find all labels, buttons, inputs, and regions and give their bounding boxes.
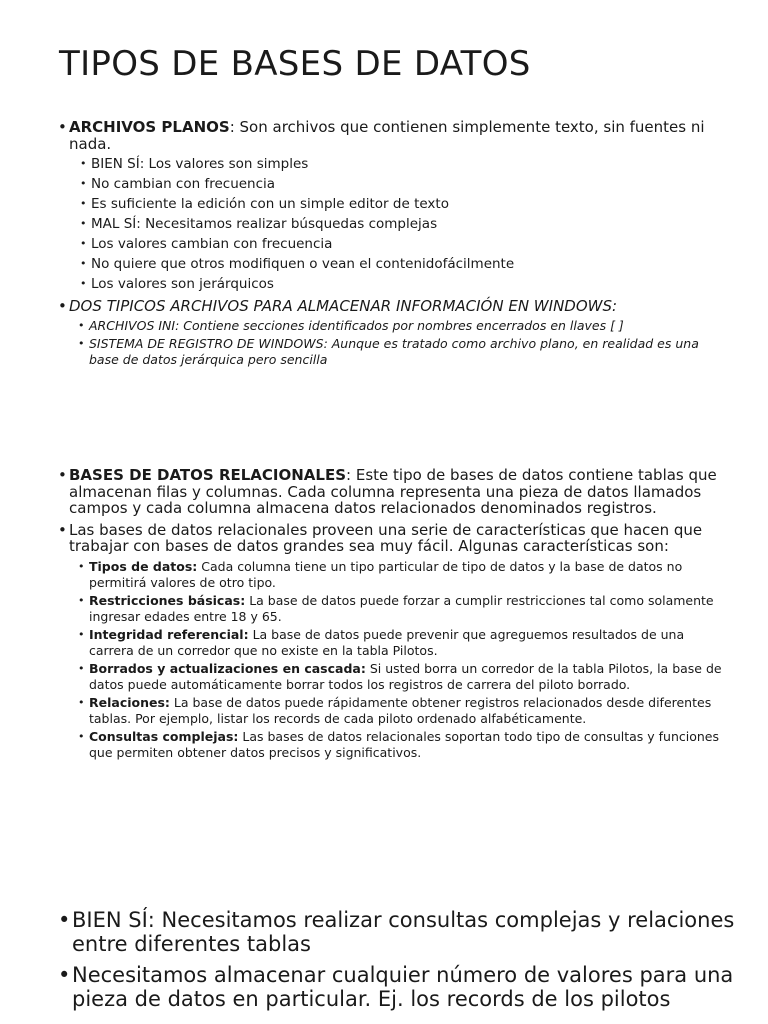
relational-features-item: [58, 522, 728, 762]
feature-label: Integridad referencial:: [89, 626, 249, 642]
feature-label: Borrados y actualizaciones en cascada:: [89, 660, 366, 676]
feature-text: La base de datos puede prevenir que agreguemos resultados de una carrera de un corredor que no existe en la tabla Pilotos.: [89, 626, 685, 658]
list-item: • ARCHIVOS INI: Contiene secciones identificados por nombres encerrados en llaves [ ]: [78, 318, 728, 335]
list-item: • No quiere que otros modifiquen o vean el contenidofácilmente: [80, 256, 728, 273]
list-item: • BIEN SÍ: Los valores son simples: [80, 156, 728, 173]
windows-files-heading: DOS TIPICOS ARCHIVOS PARA ALMACENAR INFORMACIÓN EN WINDOWS:: [69, 296, 618, 315]
feature-text: Cada columna tiene un tipo particular de tipo de datos y la base de datos no permitirá valores de otro tipo.: [89, 558, 683, 590]
relational-db-item: [58, 467, 728, 517]
feature-text: Las bases de datos relacionales soportan todo tipo de consultas y funciones que permiten obtener datos precisos y significativos.: [89, 728, 719, 760]
relational-db-section: [58, 467, 728, 767]
summary-item: • BIEN SÍ: Necesitamos realizar consultas complejas y relaciones entre diferentes tablas: [58, 908, 748, 956]
list-item: • SISTEMA DE REGISTRO DE WINDOWS: Aunque es tratado como archivo plano, en realidad es una base de datos jerárquica pero sencilla: [78, 336, 728, 369]
list-item: • No cambian con frecuencia: [80, 176, 728, 193]
list-item: [78, 695, 728, 728]
relational-db-description: : Este tipo de bases de datos contiene tablas que almacenan filas y columnas. Cada columna representa una pieza de datos llamados campos y cada columna almacena datos relacionados denominados registros.: [69, 466, 717, 517]
list-item: • Los valores son jerárquicos: [80, 276, 728, 293]
list-item: [78, 661, 728, 694]
flat-files-description: : Son archivos que contienen simplemente texto, sin fuentes ni nada.: [69, 118, 705, 153]
flat-files-item: [58, 119, 728, 293]
flat-files-heading: ARCHIVOS PLANOS: [69, 118, 230, 136]
list-item: • MAL SÍ: Necesitamos realizar búsquedas complejas: [80, 216, 728, 233]
feature-label: Consultas complejas:: [89, 728, 239, 744]
list-item: [78, 627, 728, 660]
summary-item: • Necesitamos almacenar cualquier número de valores para una pieza de datos en particular. Ej. los records de los pilotos: [58, 963, 748, 1011]
relational-features-intro: Las bases de datos relacionales proveen una serie de características que hacen que trabajar con bases de datos grandes sea muy fácil. Algunas características son:: [69, 520, 703, 555]
feature-label: Tipos de datos:: [89, 558, 198, 574]
relational-db-heading: BASES DE DATOS RELACIONALES: [69, 466, 347, 484]
windows-files-item: [58, 298, 728, 369]
summary-section: [58, 908, 748, 1018]
feature-label: Restricciones básicas:: [89, 592, 246, 608]
feature-text: Si usted borra un corredor de la tabla Pilotos, la base de datos puede automáticamente borrar todos los registros de carrera del piloto borrado.: [89, 660, 722, 692]
feature-text: La base de datos puede forzar a cumplir restricciones tal como solamente ingresar edades entre 18 y 65.: [89, 592, 714, 624]
list-item: [78, 559, 728, 592]
list-item: • Es suficiente la edición con un simple editor de texto: [80, 196, 728, 213]
feature-label: Relaciones:: [89, 694, 170, 710]
list-item: [78, 729, 728, 762]
list-item: • Los valores cambian con frecuencia: [80, 236, 728, 253]
list-item: [78, 593, 728, 626]
page-title: TIPOS DE BASES DE DATOS: [59, 44, 531, 84]
feature-text: La base de datos puede rápidamente obtener registros relacionados desde diferentes tablas. Por ejemplo, listar los records de cada piloto ordenado alfabéticamente.: [89, 694, 712, 726]
flat-files-section: [58, 119, 728, 374]
